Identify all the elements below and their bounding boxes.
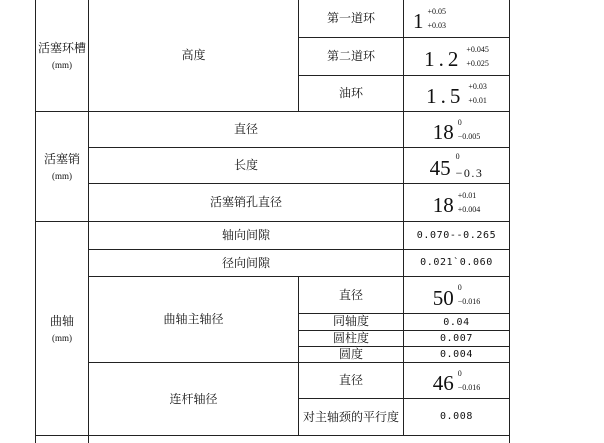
ring-name: 油环 (338, 86, 363, 101)
upper-deviation: +0.045 (466, 44, 489, 54)
sub-item-cell-roundness (298, 346, 404, 363)
nominal-size: 1.2 (424, 47, 463, 71)
item-cell-pin-hole-diameter (88, 183, 404, 222)
unit-label: (mm) (52, 170, 72, 181)
nominal-size: 46 (432, 371, 454, 395)
ring-name: 第一道环 (326, 11, 375, 26)
tolerance-stack (468, 83, 487, 105)
category-cell-crankshaft (35, 221, 89, 436)
upper-deviation: 0 (457, 368, 462, 378)
group-cell-main-journal (88, 276, 299, 363)
value-cell-oil-ring (403, 75, 510, 112)
sub-item-label: 圆度 (338, 346, 363, 361)
value-cell-parallelism (403, 398, 510, 436)
toleranced-value (430, 152, 484, 179)
tolerance-value: 0.04 (443, 316, 470, 328)
tolerance-stack (458, 192, 481, 214)
group-label: 连杆轴径 (169, 391, 218, 406)
toleranced-value (433, 189, 481, 216)
sub-item-cell-main-diameter (298, 276, 404, 314)
table-row-partial-body (88, 435, 510, 443)
lower-deviation: −0.016 (457, 297, 481, 306)
tolerance-stack (458, 370, 481, 392)
tolerance-stack (466, 46, 489, 68)
item-label: 活塞销孔直径 (209, 195, 282, 210)
sub-item-cell-cylindricity (298, 330, 404, 347)
lower-deviation: +0.03 (427, 20, 447, 30)
item-label: 高度 (181, 48, 206, 63)
toleranced-value (433, 282, 481, 309)
category-label: 曲轴 (49, 313, 74, 328)
ring-name-cell-first (298, 0, 404, 38)
value-cell-rod-diameter (403, 362, 510, 399)
item-label: 长度 (233, 158, 258, 173)
table-row-partial-category (35, 435, 89, 443)
upper-deviation: +0.01 (457, 190, 477, 200)
value-cell-radial-clearance (403, 249, 510, 277)
value-cell-first-ring (403, 0, 510, 38)
value-cell-pin-hole-diameter (403, 183, 510, 222)
lower-deviation: +0.01 (468, 95, 487, 105)
range-value: 0.021`0.060 (420, 257, 493, 269)
item-cell-axial-clearance (88, 221, 404, 250)
unit-label: (mm) (52, 59, 72, 70)
sub-item-label: 对主轴颈的平行度 (302, 409, 399, 424)
ring-name-cell-second (298, 37, 404, 76)
upper-deviation: 0 (455, 151, 460, 161)
toleranced-value (433, 116, 481, 143)
category-cell-piston-pin (35, 111, 89, 222)
item-cell-pin-length (88, 147, 404, 184)
unit-label: (mm) (52, 332, 72, 343)
nominal-size: 18 (432, 120, 454, 144)
item-cell-pin-diameter (88, 111, 404, 148)
toleranced-value (413, 5, 446, 32)
tolerance-value: 0.008 (439, 411, 474, 423)
upper-deviation: +0.05 (427, 6, 447, 16)
group-label: 曲轴主轴径 (163, 312, 224, 327)
sub-item-cell-parallelism (298, 398, 404, 436)
group-cell-rod-journal (88, 362, 299, 436)
sub-item-label: 直径 (338, 287, 363, 302)
category-label: 活塞环槽 (37, 40, 86, 55)
tolerance-stack (458, 119, 481, 141)
item-label: 直径 (233, 122, 258, 137)
tolerance-stack (458, 284, 481, 306)
value-cell-coaxiality (403, 313, 510, 331)
value-cell-axial-clearance (403, 221, 510, 250)
lower-deviation: −0.3 (455, 165, 484, 180)
value-cell-roundness (403, 346, 510, 363)
tolerance-stack (428, 8, 447, 30)
sub-item-label: 直径 (338, 373, 363, 388)
ring-name-cell-oil (298, 75, 404, 112)
toleranced-value (424, 43, 489, 70)
lower-deviation: +0.025 (466, 58, 489, 68)
upper-deviation: +0.03 (468, 81, 487, 91)
ring-name: 第二道环 (326, 49, 375, 64)
sub-item-cell-rod-diameter (298, 362, 404, 399)
upper-deviation: 0 (457, 117, 462, 127)
range-value: 0.070--0.265 (416, 229, 497, 241)
sub-item-cell-coaxiality (298, 313, 404, 331)
value-cell-main-diameter (403, 276, 510, 314)
tolerance-value: 0.007 (439, 333, 474, 344)
toleranced-value (433, 367, 481, 394)
nominal-size: 1.5 (426, 84, 465, 108)
nominal-size: 45 (429, 156, 451, 180)
toleranced-value (426, 80, 487, 107)
value-cell-cylindricity (403, 330, 510, 347)
item-cell-radial-clearance (88, 249, 404, 277)
tolerance-value: 0.004 (439, 349, 474, 360)
value-cell-pin-diameter (403, 111, 510, 148)
sub-item-label: 同轴度 (332, 314, 369, 329)
item-label: 轴向间隙 (221, 228, 270, 243)
value-cell-pin-length (403, 147, 510, 184)
tolerance-stack (456, 153, 484, 179)
value-cell-second-ring (403, 37, 510, 76)
lower-deviation: +0.004 (457, 204, 481, 214)
upper-deviation: 0 (457, 283, 462, 292)
nominal-size: 50 (432, 285, 454, 310)
sub-item-label: 圆柱度 (332, 330, 369, 345)
item-cell-groove-height (88, 0, 299, 112)
category-label: 活塞销 (43, 151, 80, 166)
nominal-size: 1 (413, 9, 424, 33)
lower-deviation: −0.016 (457, 382, 481, 392)
lower-deviation: −0.005 (457, 131, 481, 141)
category-cell-piston-ring-groove (35, 0, 89, 112)
item-label: 径向间隙 (221, 255, 270, 270)
nominal-size: 18 (432, 193, 454, 217)
